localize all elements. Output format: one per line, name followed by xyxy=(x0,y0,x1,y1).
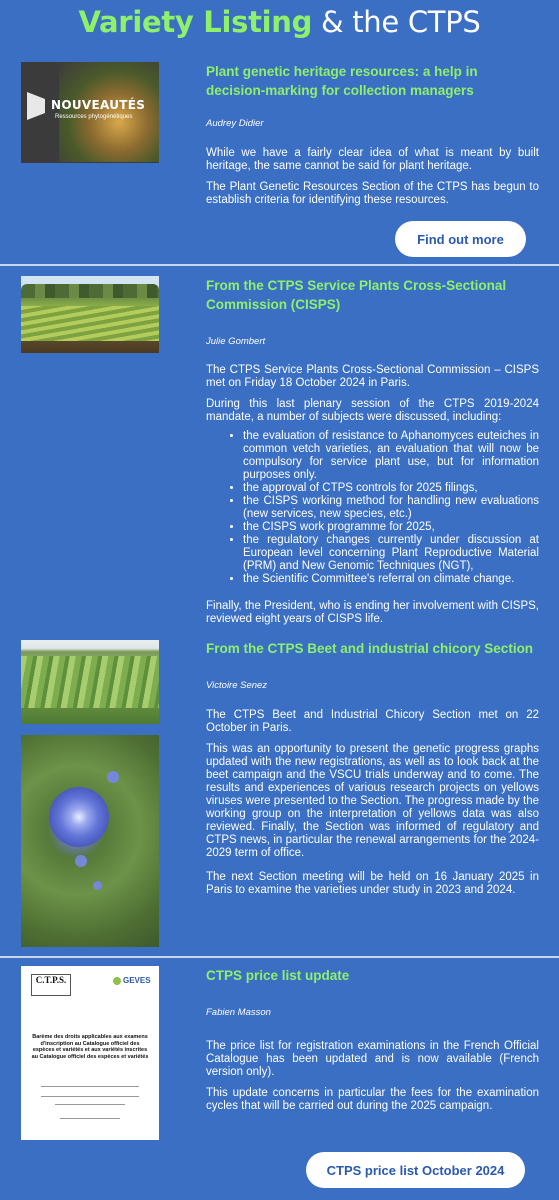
tree-line xyxy=(21,284,159,298)
article-3-image-2 xyxy=(21,735,159,947)
title-rest: & the CTPS xyxy=(312,5,481,39)
list-item: • the evaluation of resistance to Aphanomyces euteiches in common vetch varieties, an evaluation that will now be compulsory for service plant use, but for information purposes only. xyxy=(243,430,539,482)
article-4-para-2: This update concerns in particular the fees for the examination cycles that will be carried out during the 2025 campaign. xyxy=(206,1087,539,1112)
list-item: • the CISPS work programme for 2025, xyxy=(243,521,539,534)
article-2-para-2: During this last plenary session of the CTPS 2019-2024 mandate, a number of subjects were discussed, including: xyxy=(206,398,539,423)
article-1-image[interactable] xyxy=(21,62,159,163)
article-1-text xyxy=(206,62,539,207)
article-3-text xyxy=(206,639,539,897)
article-2-para-1: The CTPS Service Plants Cross-Sectional Commission – CISPS met on Friday 18 October 2024 in Paris. xyxy=(206,364,539,389)
article-3-para-2: This was an opportunity to present the genetic progress graphs updated with the new registrations, as well as to look back at the beet campaign and the VSCU trials underway and to come. The results and experiences of various research projects on yellows viruses were presented to the Section. The progress made by the working group on the interpretation of yellows data was also reviewed. Finally, the Section was informed of regulatory and CTPS news, in particular the renewal arrangements for the 2024-2029 term of office. xyxy=(206,743,539,859)
image-word: NOUVEAUTÉS xyxy=(51,98,146,112)
article-4-para-1: The price list for registration examinations in the French Official Catalogue has been updated and is now available (French version only). xyxy=(206,1040,539,1078)
chicory-bud xyxy=(107,771,119,783)
chicory-bud xyxy=(75,855,87,867)
list-item: • the CISPS working method for handling new evaluations (new services, new species, etc.) xyxy=(243,495,539,521)
article-1-para-1: While we have a fairly clear idea of what is meant by built heritage, the same cannot be said for plant heritage. xyxy=(206,147,539,172)
article-3-title[interactable]: From the CTPS Beet and industrial chicory Section xyxy=(206,641,534,656)
article-2-title[interactable]: From the CTPS Service Plants Cross-Sectional Commission (CISPS) xyxy=(206,278,507,312)
plant-collage xyxy=(59,62,159,162)
beet-field xyxy=(21,656,159,708)
article-1-author: Audrey Didier xyxy=(206,118,264,129)
divider-2 xyxy=(0,956,559,958)
article-3-para-3: The next Section meeting will be held on 16 January 2025 in Paris to examine the varieties under study in 2023 and 2024. xyxy=(206,871,539,896)
article-1-para-2: The Plant Genetic Resources Section of the CTPS has begun to establish criteria for identifying these resources. xyxy=(206,181,539,206)
article-4-image[interactable] xyxy=(21,966,159,1140)
list-item: • the Scientific Committee's referral on climate change. xyxy=(243,573,539,586)
crop-rows xyxy=(21,306,159,341)
megaphone-icon xyxy=(27,92,49,120)
article-2-author: Julie Gombert xyxy=(206,336,266,347)
article-3-para-1: The CTPS Beet and Industrial Chicory Section met on 22 October in Paris. xyxy=(206,709,539,734)
ctps-logo: C.T.P.S. xyxy=(31,974,71,996)
article-4-author: Fabien Masson xyxy=(206,1007,271,1018)
chicory-flower xyxy=(49,787,109,847)
article-2-text xyxy=(206,276,539,626)
price-list-button[interactable]: CTPS price list October 2024 xyxy=(306,1152,525,1188)
article-4-text xyxy=(206,966,539,1113)
divider-1 xyxy=(0,264,559,266)
article-2-closing: Finally, the President, who is ending her involvement with CISPS, reviewed eight years of CISPS life. xyxy=(206,600,539,625)
list-item: • the regulatory changes currently under discussion at European level concerning Plant Reproductive Material (PRM) and New Genomic Techniques (NGT), xyxy=(243,534,539,573)
article-3-image-1 xyxy=(21,640,159,724)
title-accent: Variety Listing xyxy=(78,5,313,39)
article-1-title[interactable]: Plant genetic heritage resources: a help in decision-marking for collection managers xyxy=(206,64,478,98)
list-item: • the approval of CTPS controls for 2025 filings, xyxy=(243,482,539,495)
article-4-title[interactable]: CTPS price list update xyxy=(206,968,350,983)
article-2-bullet-list xyxy=(243,430,539,586)
find-out-more-button[interactable]: Find out more xyxy=(395,221,526,257)
article-3-author: Victoire Senez xyxy=(206,680,268,691)
newsletter-title xyxy=(0,4,559,40)
geves-logo: GEVES xyxy=(113,976,151,985)
document-title: Barème des droits applicables aux examens d'inscription au Catalogue officiel des espèces et variétés et aux variétés inscrites au Catalogue officiel des espèces et variétés xyxy=(31,1034,149,1060)
chicory-bud xyxy=(93,881,102,890)
article-2-image xyxy=(21,276,159,353)
image-subword: Ressources phytogénétiques xyxy=(55,114,133,120)
